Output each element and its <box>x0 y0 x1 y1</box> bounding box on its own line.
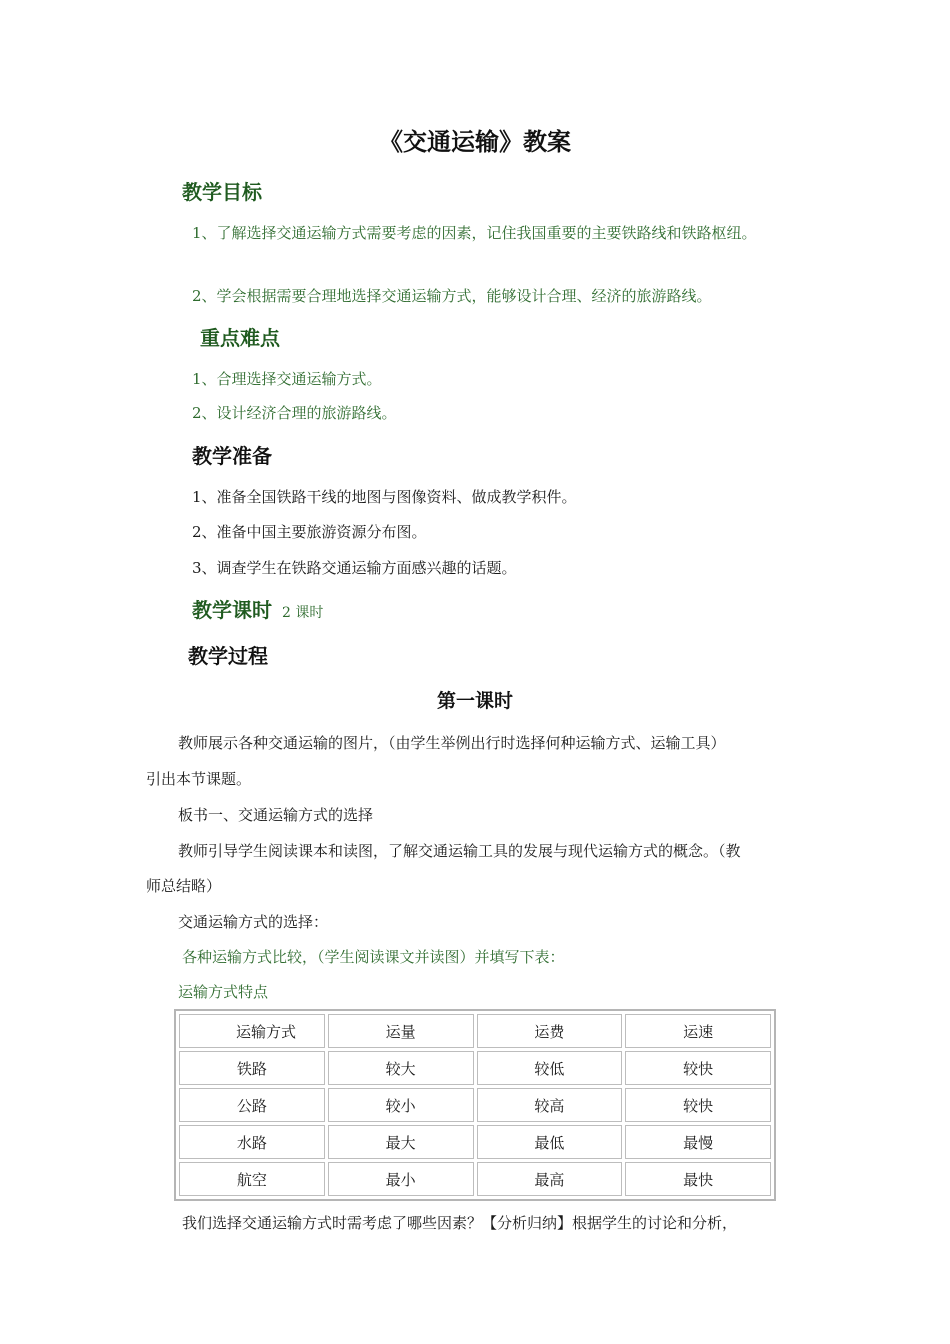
document-title: 《交通运输》教案 <box>379 128 571 156</box>
table-header-cell: 运费 <box>477 1014 623 1048</box>
table-row <box>179 1051 771 1085</box>
transport-comparison-table <box>174 1009 776 1201</box>
table-header-cell: 运输方式 <box>179 1014 325 1048</box>
process-paragraph-2: 教师引导学生阅读课本和读图，了解交通运输工具的发展与现代运输方式的概念。（教 <box>178 842 741 860</box>
hours-heading <box>192 594 323 623</box>
table-row <box>179 1162 771 1196</box>
objective-item-1: 1、了解选择交通运输方式需要考虑的因素，记住我国重要的主要铁路线和铁路枢纽。 <box>192 224 757 242</box>
table-cell: 水路 <box>179 1125 325 1159</box>
process-paragraph-2-cont: 师总结略） <box>146 877 222 895</box>
objective-item-2: 2、学会根据需要合理地选择交通运输方式，能够设计合理、经济的旅游路线。 <box>192 287 712 305</box>
preparation-heading: 教学准备 <box>192 444 272 468</box>
table-cell: 最快 <box>625 1162 771 1196</box>
table-cell: 较高 <box>477 1088 623 1122</box>
lesson-title: 第一课时 <box>436 690 513 712</box>
table-cell: 较大 <box>328 1051 474 1085</box>
table-cell: 较小 <box>328 1088 474 1122</box>
objectives-heading: 教学目标 <box>182 180 262 204</box>
process-paragraph-1-cont: 引出本节课题。 <box>146 770 252 788</box>
table-cell: 较快 <box>625 1051 771 1085</box>
preparation-item-1: 1、准备全国铁路干线的地图与图像资料、做成教学积件。 <box>192 488 577 506</box>
hours-heading-label: 教学课时 <box>192 598 272 622</box>
table-cell: 较低 <box>477 1051 623 1085</box>
preparation-item-3: 3、调查学生在铁路交通运输方面感兴趣的话题。 <box>192 559 517 577</box>
table-header-cell: 运量 <box>328 1014 474 1048</box>
table-cell: 最小 <box>328 1162 474 1196</box>
board-writing-1: 板书一、交通运输方式的选择 <box>178 806 374 824</box>
table-row <box>179 1125 771 1159</box>
process-heading: 教学过程 <box>188 644 268 668</box>
table-cell: 最慢 <box>625 1125 771 1159</box>
key-point-item-2: 2、设计经济合理的旅游路线。 <box>192 404 397 422</box>
preparation-item-2: 2、准备中国主要旅游资源分布图。 <box>192 523 427 541</box>
table-cell: 最大 <box>328 1125 474 1159</box>
table-header-cell: 运速 <box>625 1014 771 1048</box>
table-cell: 最高 <box>477 1162 623 1196</box>
table-cell: 铁路 <box>179 1051 325 1085</box>
process-paragraph-4: 各种运输方式比较，（学生阅读课文并读图）并填写下表： <box>182 948 565 966</box>
table-caption: 运输方式特点 <box>178 983 269 1001</box>
key-point-item-1: 1、合理选择交通运输方式。 <box>192 370 382 388</box>
process-paragraph-1: 教师展示各种交通运输的图片，（由学生举例出行时选择何种运输方式、运输工具） <box>178 734 726 752</box>
table-cell: 较快 <box>625 1088 771 1122</box>
table-cell: 航空 <box>179 1162 325 1196</box>
closing-paragraph: 我们选择交通运输方式时需考虑了哪些因素？【分析归纳】根据学生的讨论和分析， <box>182 1214 738 1232</box>
table-cell: 最低 <box>477 1125 623 1159</box>
table-cell: 公路 <box>179 1088 325 1122</box>
table-header-row <box>179 1014 771 1048</box>
process-paragraph-3: 交通运输方式的选择： <box>178 913 329 931</box>
hours-value: 2 课时 <box>282 605 324 621</box>
key-points-heading: 重点难点 <box>200 326 280 350</box>
table-row <box>179 1088 771 1122</box>
